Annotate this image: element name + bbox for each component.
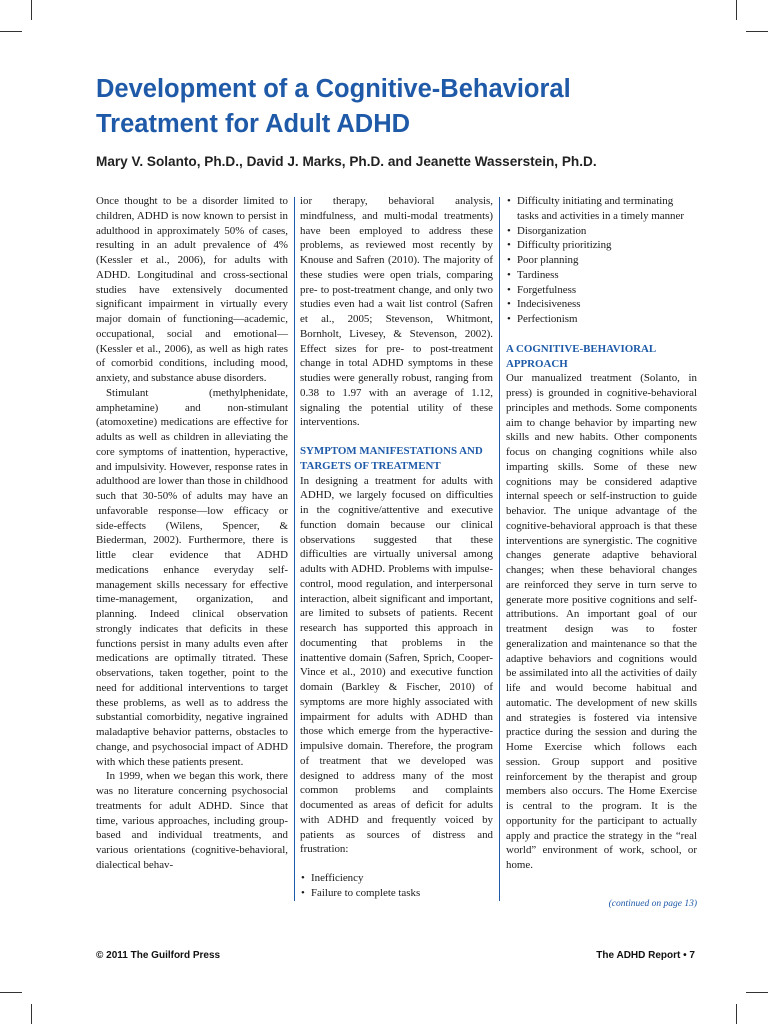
continued-note: (continued on page 13) xyxy=(608,899,697,909)
column-rule xyxy=(294,197,295,901)
crop-mark xyxy=(736,1004,737,1024)
list-item: • Forgetfulness xyxy=(506,283,697,298)
column-2 xyxy=(300,194,493,901)
list-item: • Poor planning xyxy=(506,253,697,268)
footer-copyright: © 2011 The Guilford Press xyxy=(96,950,221,961)
section-heading: A COGNITIVE-BEHAVIORAL APPROACH xyxy=(506,342,656,370)
footer-page-label: The ADHD Report • 7 xyxy=(596,950,695,961)
list-item: • Disorganization xyxy=(506,224,697,239)
body-paragraph: Our manualized treatment (Solanto, in press) is grounded in cognitive-behavioral principles and methods. Some components aim to change behavior by imparting new skills and new habits. Other components focus on changing cognitions while also imparting skills. Some of these new cognitions may be considered adaptive internal speech or self-instruction to guide behavior. The unique advantage of the cognitive-behavioral approach is that these interventions are synergistic. The cognitive changes generate adaptive behavioral changes; when these behavioral changes are reinforced they serve in turn serve to generate more positive cognitions and self-attributions. An important goal of our treatment design was to foster generalization and maintenance so that the adaptive behaviors and cognitions would be assimilated into all the activities of daily life and would become habitual and automatic. The development of new skills and strategies is fostered via intensive practice during the session and during the Home Exercise which follows each session. Group support and positive reinforcement by the therapist and group members also occurs. The Home Exercise is central to the program. It is the opportunity for the participant to actually apply and practice the strategy in the “real world” environment of work, school, or home. xyxy=(506,372,697,871)
article-authors: Mary V. Solanto, Ph.D., David J. Marks, Ph.D. and Jeanette Wasserstein, Ph.D. xyxy=(96,154,597,169)
list-item: • Failure to complete tasks xyxy=(300,886,493,901)
body-paragraph: Stimulant (methylphenidate, amphetamine) and non-stimulant (atomoxetine) medications are effective for adults as well as children in alleviating the core symptoms of inattention, hyperactive, and impulsivity. However, response rates in adulthood are lower than those in childhood such that 30-50% of adults may have an unfavorable response—low efficacy or side-effects (Wilens, Spencer, & Biederman, 2002). Furthermore, there is little clear evidence that ADHD medications enhance everyday self-management skills necessary for effective time-management, organization, and planning. Indeed clinical observation strongly indicates that deficits in these functions persist in many adults even after medications are optimally titrated. These observations, taken together, point to the need for additional interventions to target these problems, as well as to address the substantial comorbidity, negative ingrained maladaptive behavior patterns, obstacles to change, and psychosocial impact of ADHD with which these patients present. xyxy=(96,386,288,768)
crop-mark xyxy=(746,992,768,993)
column-1 xyxy=(96,194,288,873)
column-3 xyxy=(506,194,697,873)
list-item: • Perfectionism xyxy=(506,312,697,327)
bullet-list xyxy=(506,194,697,327)
body-paragraph: Once thought to be a disorder limited to children, ADHD is now known to persist in adulthood in approximately 50% of cases, resulting in an adult prevalence of 4% (Kessler et al., 2006), for adults with ADHD. Longitudinal and cross-sectional studies have extensively documented significant impairment in virtually every major domain of functioning—academic, occupational, social and emotional—(Kessler et al., 2006), as well as high rates of comorbid conditions, including mood, anxiety, and substance abuse disorders. xyxy=(96,195,288,384)
crop-mark xyxy=(746,31,768,32)
section-heading: SYMPTOM MANIFESTATIONS AND TARGETS OF TREATMENT xyxy=(300,445,483,472)
crop-mark xyxy=(736,0,737,20)
body-paragraph: ior therapy, behavioral analysis, mindfulness, and multi-modal treatments) have been employed to address these problems, as reviewed most recently by Knouse and Safren (2010). The majority of these studies were open trials, comparing pre- to post-treatment change, and only two studies even had a wait list control (Safren et al., 2005; Stevenson, Whitmont, Bornholt, Livesey, & Stevenson, 2002). Effect sizes for pre- to post-treatment change in total ADHD symptoms in these studies were generally robust, ranging from 0.38 to 1.97 with an average of 1.12, signaling the potential utility of these interventions. xyxy=(300,195,493,429)
crop-mark xyxy=(0,31,22,32)
list-item: • Indecisiveness xyxy=(506,297,697,312)
body-paragraph: In designing a treatment for adults with ADHD, we largely focused on difficulties in the cognitive/attentive and executive function domain because our clinical observations suggested that these difficulties are virtually universal among adults with ADHD. Problems with impulse-control, mood regulation, and interpersonal interaction, albeit significant and important, are limited to subsets of patients. Recent research has supported this approach in documenting that problems in the inattentive domain (Safren, Sprich, Cooper-Vince et al., 2010) and executive function domain (Barkley & Fischer, 2010) of symptoms are more highly associated with impairment for adults with ADHD than those which emerge from the hyperactive-impulsive domain. Therefore, the program of treatment that we developed was designed to address many of the most common problems and complaints documented as areas of deficit for adults with ADHD and frequently voiced by patients as sources of distress and frustration: xyxy=(300,474,493,856)
list-item: • Inefficiency xyxy=(300,871,493,886)
list-item: • Difficulty prioritizing xyxy=(506,238,697,253)
bullet-list xyxy=(300,871,493,901)
crop-mark xyxy=(0,992,22,993)
article-title: Development of a Cognitive-Behavioral Treatment for Adult ADHD xyxy=(96,75,571,138)
column-rule xyxy=(499,197,500,901)
body-paragraph: In 1999, when we began this work, there was no literature concerning psychosocial treatments for adult ADHD. Since that time, various approaches, including group-based and individual treatments, and various orientations (cognitive-behavioral, dialectical behav- xyxy=(96,770,288,871)
list-item: • Tardiness xyxy=(506,268,697,283)
crop-mark xyxy=(31,1004,32,1024)
crop-mark xyxy=(31,0,32,20)
list-item: • Difficulty initiating and terminating tasks and activities in a timely manner xyxy=(506,194,697,224)
